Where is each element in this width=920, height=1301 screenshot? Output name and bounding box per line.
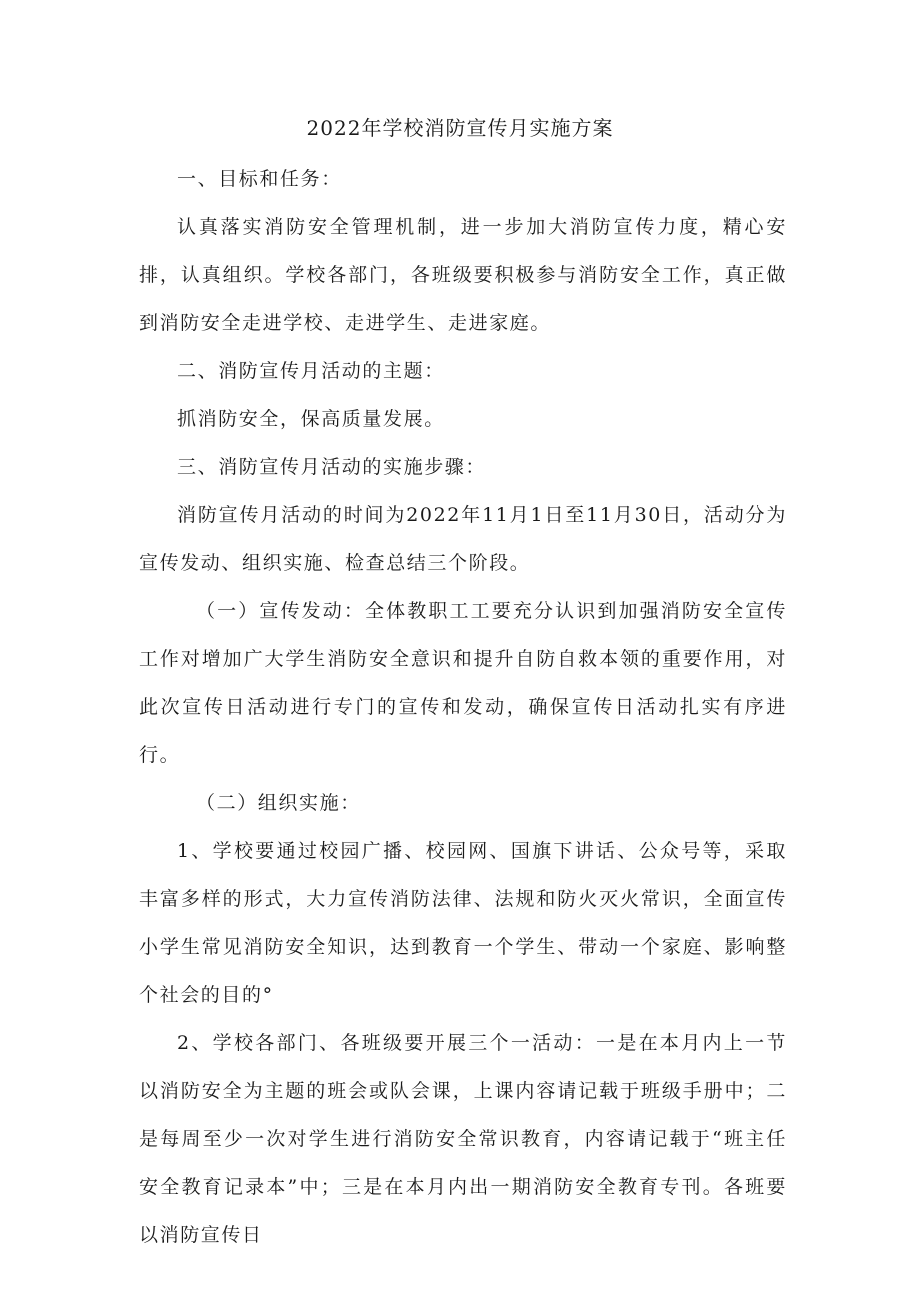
paragraph-goals: 认真落实消防安全管理机制，进一步加大消防宣传力度，精心安排，认真组织。学校各部门，各班级要积极参与消防安全工作，真正做到消防安全走进学校、走进学生、走进家庭。 [139,216,787,334]
list-item-2: 2、学校各部门、各班级要开展三个一活动：一是在本月内上一节以消防安全为主题的班会或队会课，上课内容请记载于班级手册中；二是每周至少一次对学生进行消防安全常识教育，内容请记载于“班主任安全教育记录本”中；三是在本月内出一期消防安全教育专刊。各班要以消防宣传日 [139,1032,787,1246]
section-heading-steps: 三、消防宣传月活动的实施步骤： [177,456,487,478]
paragraph-mobilization: （一）宣传发动：全体教职工工要充分认识到加强消防安全宣传工作对增加广大学生消防安全意识和提升自防自救本领的重要作用，对此次宣传日活动进行专门的宣传和发动，确保宣传日活动扎实有序进行。 [139,600,787,766]
list-item-1: 1、学校要通过校园广播、校园网、国旗下讲话、公众号等，采取丰富多样的形式，大力宣传消防法律、法规和防火灭火常识，全面宣传小学生常见消防安全知识，达到教育一个学生、带动一个家庭、影响整个社会的目的° [139,840,787,1006]
section-heading-goals: 一、目标和任务： [177,168,342,190]
document-title: 2022年学校消防宣传月实施方案 [306,116,614,140]
document-body [139,155,787,1259]
paragraph-schedule: 消防宣传月活动的时间为2022年11月1日至11月30日，活动分为宣传发动、组织实施、检查总结三个阶段。 [139,504,787,574]
subheading-implementation: （二）组织实施： [196,792,361,814]
paragraph-theme: 抓消防安全，保高质量发展。 [177,408,445,430]
section-heading-theme: 二、消防宣传月活动的主题： [177,360,445,382]
